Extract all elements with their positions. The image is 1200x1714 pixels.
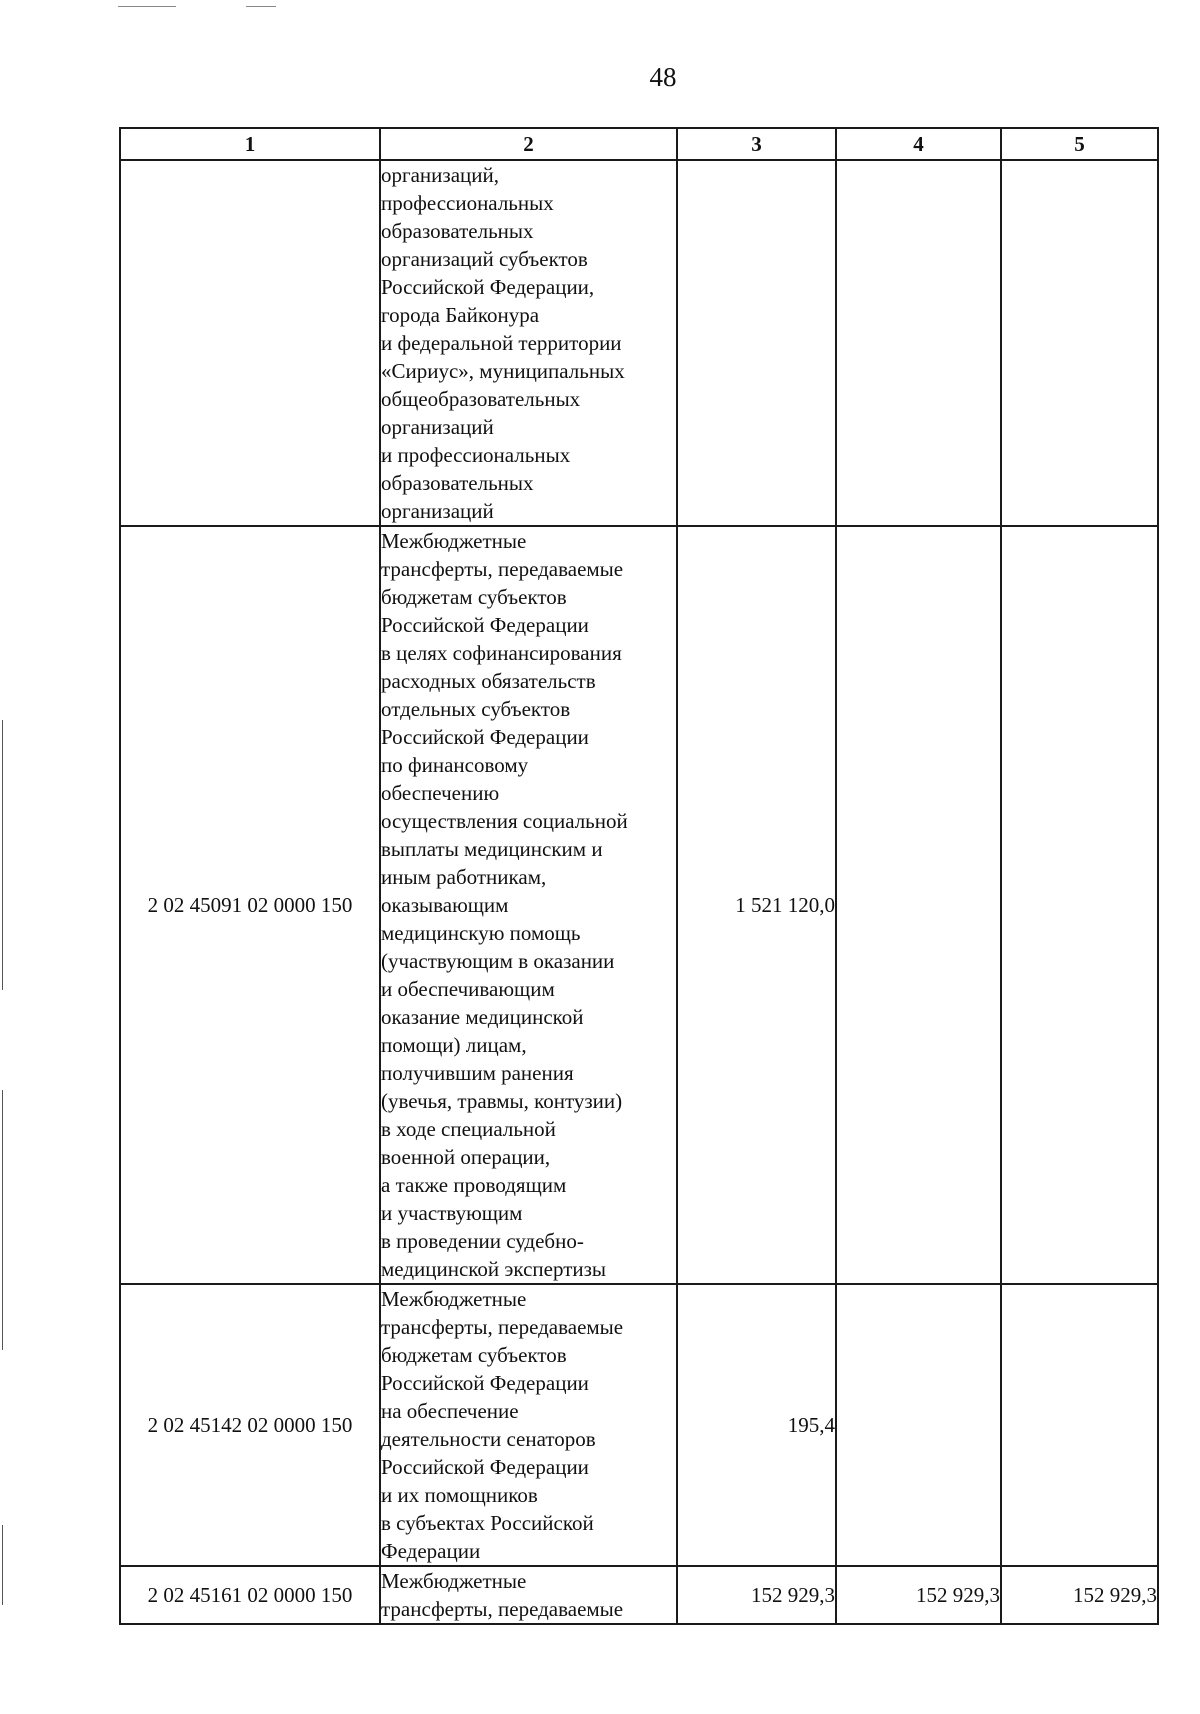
amount-col4-cell xyxy=(836,526,1001,1284)
table-row xyxy=(120,160,1158,526)
table-row xyxy=(120,1284,1158,1566)
column-header-4: 4 xyxy=(836,128,1001,160)
amount-col3-cell: 152 929,3 xyxy=(677,1566,836,1624)
scan-edge-line xyxy=(2,1525,3,1605)
amount-col3-cell xyxy=(677,160,836,526)
amount-col4-cell xyxy=(836,160,1001,526)
description-cell: Межбюджетные трансферты, передаваемые бюджетам субъектов Российской Федерации в целях софинансирования расходных обязательств отдельных субъектов Российской Федерации по финансовому обеспечению осуществления социальной выплаты медицинским и иным работникам, оказывающим медицинскую помощь (участвующим в оказании и обеспечивающим оказание медицинской помощи) лицам, получившим ранения (увечья, травмы, контузии) в ходе специальной военной операции, а также проводящим и участвующим в проведении судебно- медицинской экспертизы xyxy=(380,526,677,1284)
amount-col4-cell: 152 929,3 xyxy=(836,1566,1001,1624)
amount-col5-cell xyxy=(1001,1284,1158,1566)
description-cell: Межбюджетные трансферты, передаваемые xyxy=(380,1566,677,1624)
description-cell: Межбюджетные трансферты, передаваемые бюджетам субъектов Российской Федерации на обеспечение деятельности сенаторов Российской Федерации и их помощников в субъектах Российской Федерации xyxy=(380,1284,677,1566)
amount-col5-cell xyxy=(1001,526,1158,1284)
budget-code-cell: 2 02 45142 02 0000 150 xyxy=(120,1284,380,1566)
scan-mark xyxy=(118,6,176,7)
amount-col3-cell: 1 521 120,0 xyxy=(677,526,836,1284)
header-row xyxy=(120,128,1158,160)
scan-mark xyxy=(246,6,276,7)
budget-code-cell: 2 02 45091 02 0000 150 xyxy=(120,526,380,1284)
amount-col3-cell: 195,4 xyxy=(677,1284,836,1566)
description-cell: организаций, профессиональных образовательных организаций субъектов Российской Федерации, города Байконура и федеральной территории «Сириус», муниципальных общеобразовательных организаций и профессиональных образовательных организаций xyxy=(380,160,677,526)
amount-col4-cell xyxy=(836,1284,1001,1566)
budget-code-cell xyxy=(120,160,380,526)
amount-col5-cell: 152 929,3 xyxy=(1001,1566,1158,1624)
column-header-5: 5 xyxy=(1001,128,1158,160)
column-header-3: 3 xyxy=(677,128,836,160)
column-header-2: 2 xyxy=(380,128,677,160)
scan-edge-line xyxy=(2,1090,3,1350)
budget-code-cell: 2 02 45161 02 0000 150 xyxy=(120,1566,380,1624)
table-row xyxy=(120,1566,1158,1624)
budget-table xyxy=(119,127,1159,1625)
page-number: 48 xyxy=(649,62,677,92)
column-header-1: 1 xyxy=(120,128,380,160)
table-row xyxy=(120,526,1158,1284)
amount-col5-cell xyxy=(1001,160,1158,526)
scan-edge-line xyxy=(2,720,3,990)
